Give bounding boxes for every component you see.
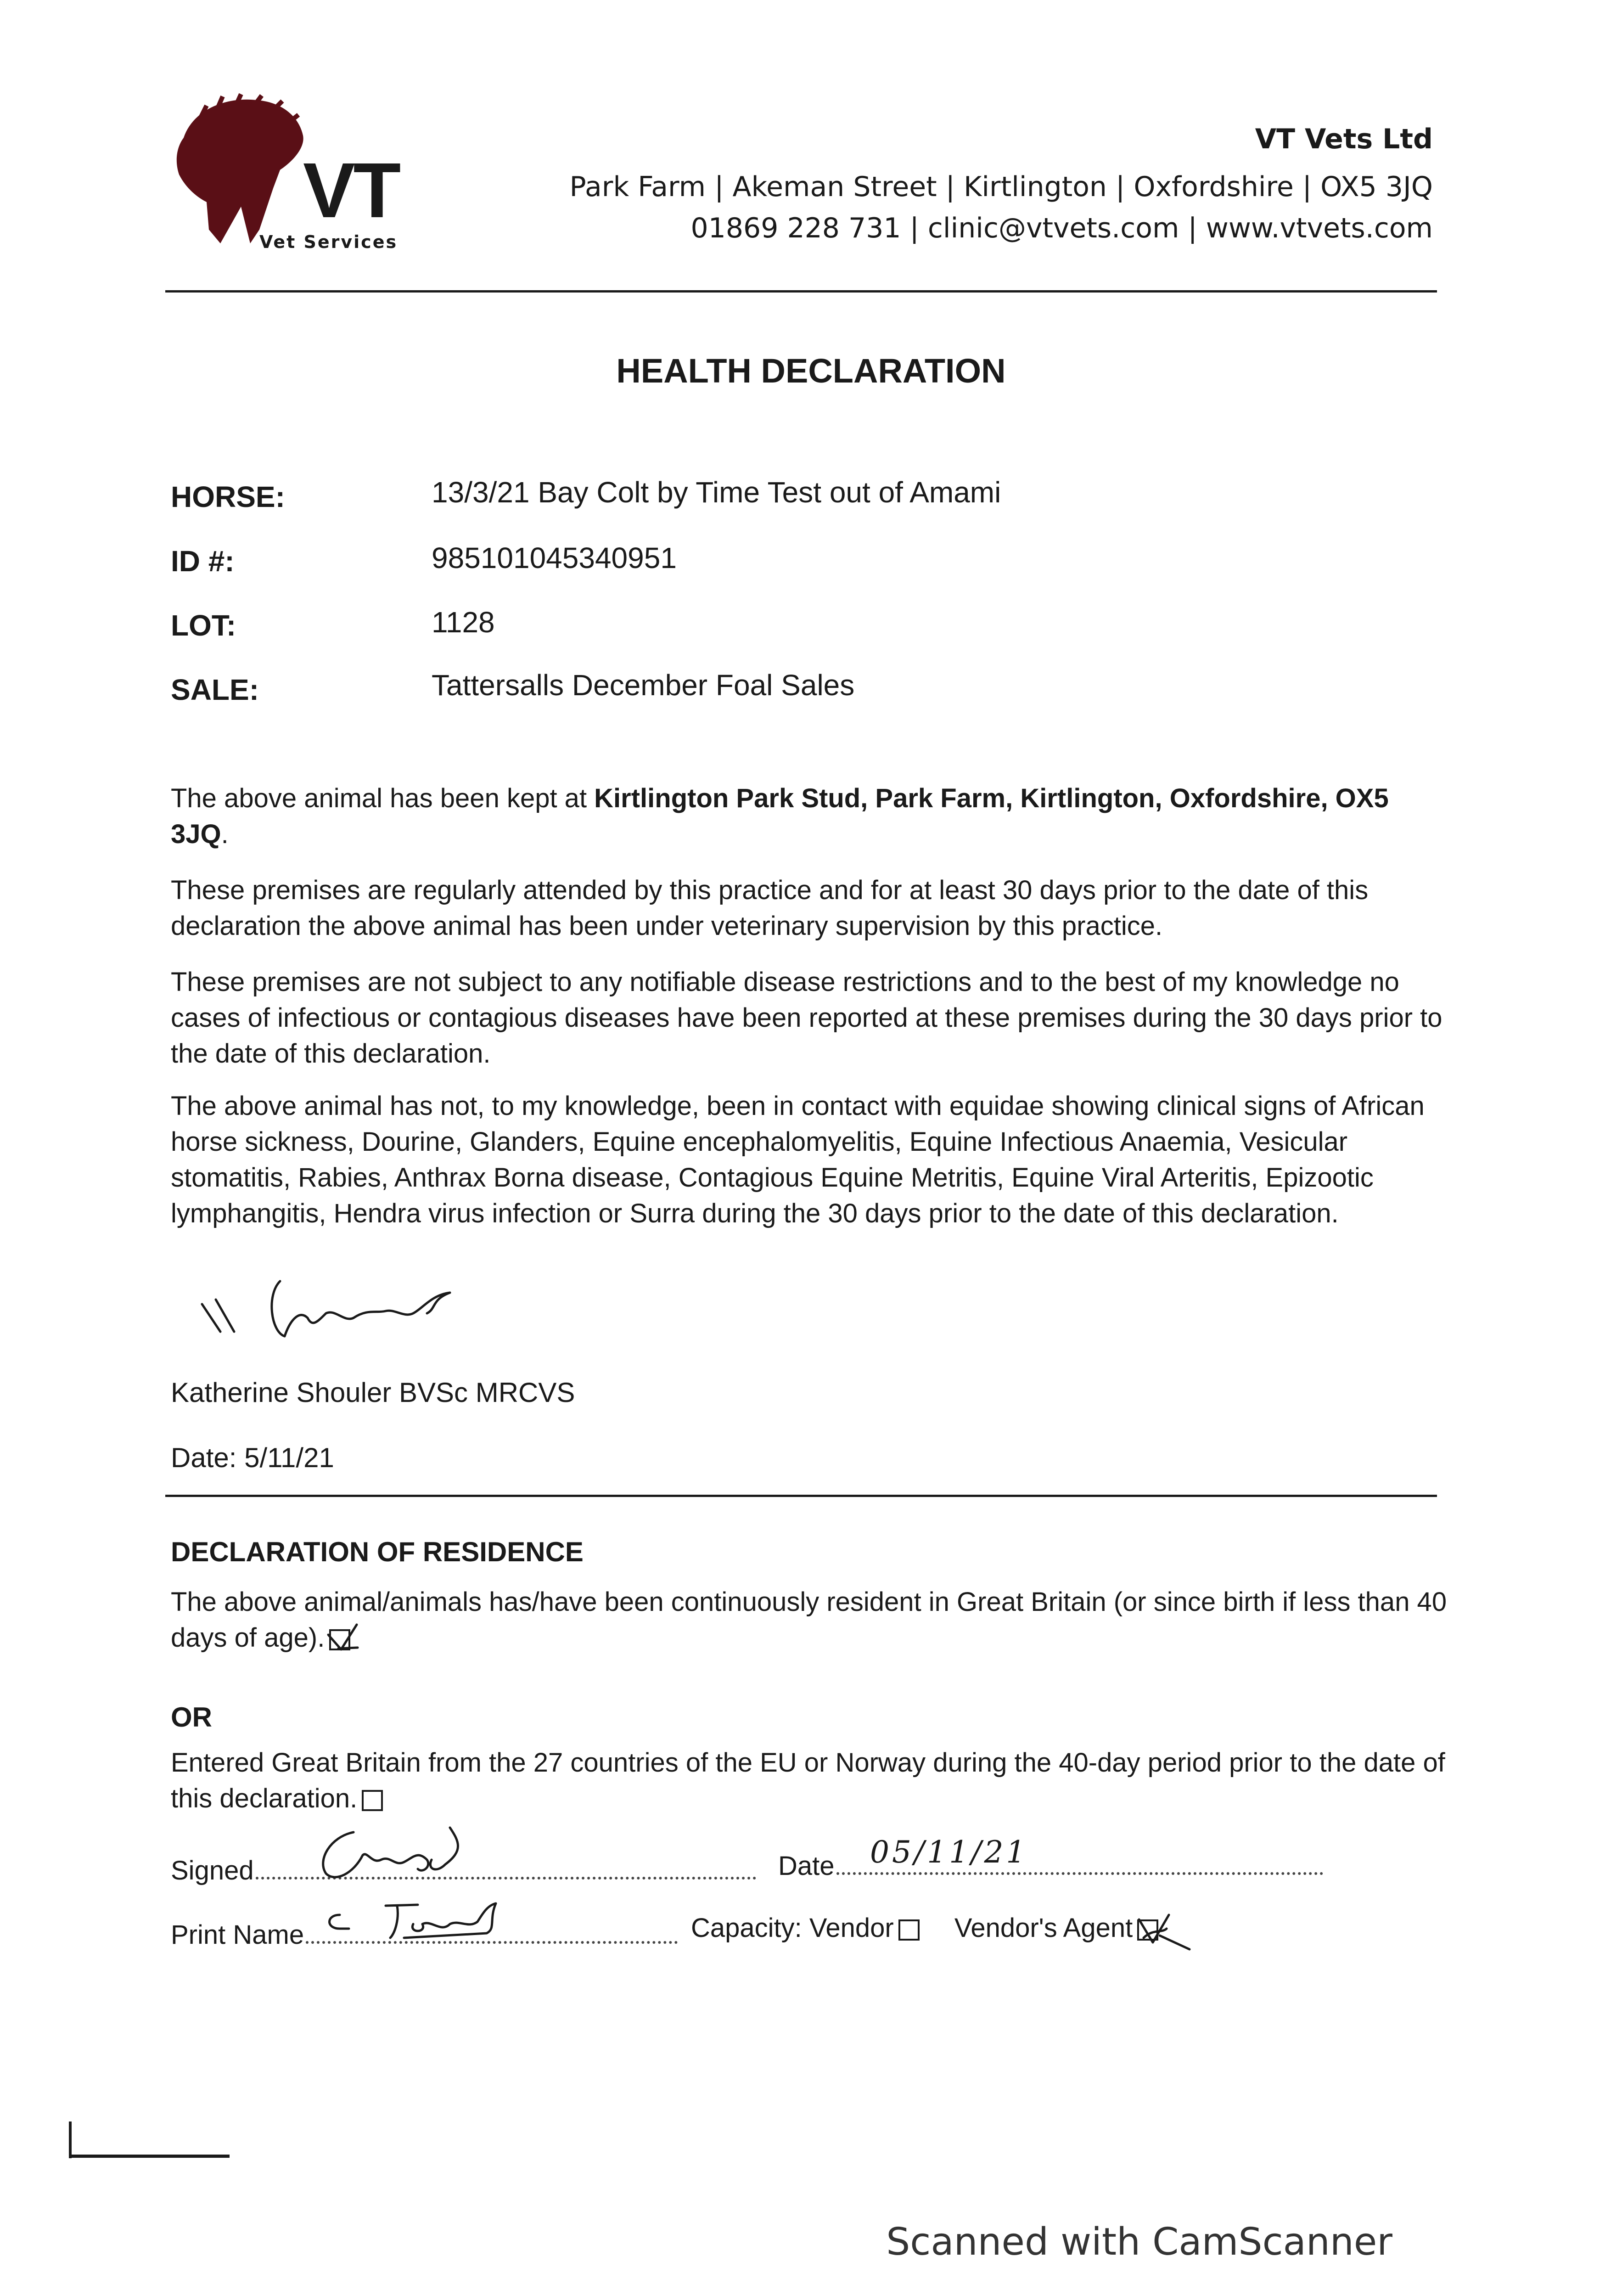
option1-checkbox[interactable]	[329, 1629, 350, 1650]
field-label-lot: LOT:	[171, 609, 236, 642]
residence-option-2: Entered Great Britain from the 27 countries of the EU or Norway during the 40-day period prior to the date of this declaration.	[171, 1748, 1445, 1813]
field-label-id: ID #:	[171, 545, 235, 578]
vet-date: Date: 5/11/21	[171, 1442, 334, 1473]
vet-signature	[193, 1267, 487, 1350]
vendors-agent-checkbox[interactable]	[1137, 1919, 1158, 1941]
scan-edge-line	[69, 2155, 230, 2158]
scan-edge-mark	[69, 2122, 72, 2158]
vendors-agent-label: Vendor's Agent	[954, 1913, 1133, 1943]
field-value-sale: Tattersalls December Foal Sales	[432, 669, 855, 702]
vet-name: Katherine Shouler BVSc MRCVS	[171, 1377, 575, 1408]
header-divider	[165, 290, 1437, 293]
print-name-label: Print Name	[171, 1920, 304, 1950]
page-title: HEALTH DECLARATION	[616, 352, 1006, 390]
scanner-watermark: Scanned with CamScanner	[886, 2220, 1392, 2264]
print-name-handwriting	[321, 1896, 551, 1947]
vendor-signature	[312, 1823, 496, 1887]
date-label: Date	[778, 1851, 835, 1881]
paragraph-supervision: These premises are regularly attended by this practice and for at least 30 days prior to the date of this declaration the above animal has been under veterinary supervision by this practice.	[171, 875, 1369, 941]
residence-title: DECLARATION OF RESIDENCE	[171, 1536, 584, 1567]
field-value-id: 985101045340951	[432, 541, 677, 574]
logo-subtitle: Vet Services	[259, 232, 398, 252]
date-handwritten: 05/11/21	[870, 1835, 1028, 1870]
capacity-row	[691, 1913, 1158, 1943]
paragraph-restrictions: These premises are not subject to any notifiable disease restrictions and to the best of my knowledge no cases of infectious or contagious diseases have been reported at these premises during the 30 days prior to the date of this declaration.	[171, 967, 1442, 1069]
date-row	[778, 1851, 1325, 1881]
vendor-checkbox[interactable]	[898, 1919, 920, 1941]
signed-label: Signed	[171, 1856, 254, 1885]
field-label-horse: HORSE:	[171, 480, 285, 513]
premises-location: Kirtlington Park Stud, Park Farm, Kirtlington, Oxfordshire, OX5 3JQ	[171, 783, 1389, 849]
section-divider	[165, 1495, 1437, 1497]
paragraph-contact: The above animal has not, to my knowledge, been in contact with equidae showing clinical signs of African horse sickness, Dourine, Glanders, Equine encephalomyelitis, Equine Infectious Anaemia, Vesicular stomatitis, Rabies, Anthrax Borna disease, Contagious Equine Metritis, Equine Viral Arteritis, Epizootic lymphangitis, Hendra virus infection or Surra during the 30 days prior to the date of this declaration.	[171, 1091, 1425, 1228]
logo-text: VT	[303, 147, 399, 234]
paragraph-kept-at: The above animal has been kept at Kirtlington Park Stud, Park Farm, Kirtlington, Oxfordshire, OX5 3JQ.	[171, 783, 1389, 849]
company-address: Park Farm | Akeman Street | Kirtlington | Oxfordshire | OX5 3JQ	[569, 171, 1433, 203]
residence-option-1: The above animal/animals has/have been continuously resident in Great Britain (or since birth if less than 40 days of age).	[171, 1587, 1447, 1653]
company-name: VT Vets Ltd	[1255, 123, 1433, 155]
option2-checkbox[interactable]	[362, 1790, 383, 1811]
or-separator: OR	[171, 1702, 212, 1733]
capacity-label: Capacity: Vendor	[691, 1913, 894, 1943]
date-field[interactable]	[836, 1872, 1323, 1875]
field-label-sale: SALE:	[171, 673, 259, 706]
field-value-lot: 1128	[432, 606, 495, 639]
field-value-horse: 13/3/21 Bay Colt by Time Test out of Amami	[432, 476, 1001, 509]
company-contact: 01869 228 731 | clinic@vtvets.com | www.vtvets.com	[690, 212, 1433, 244]
